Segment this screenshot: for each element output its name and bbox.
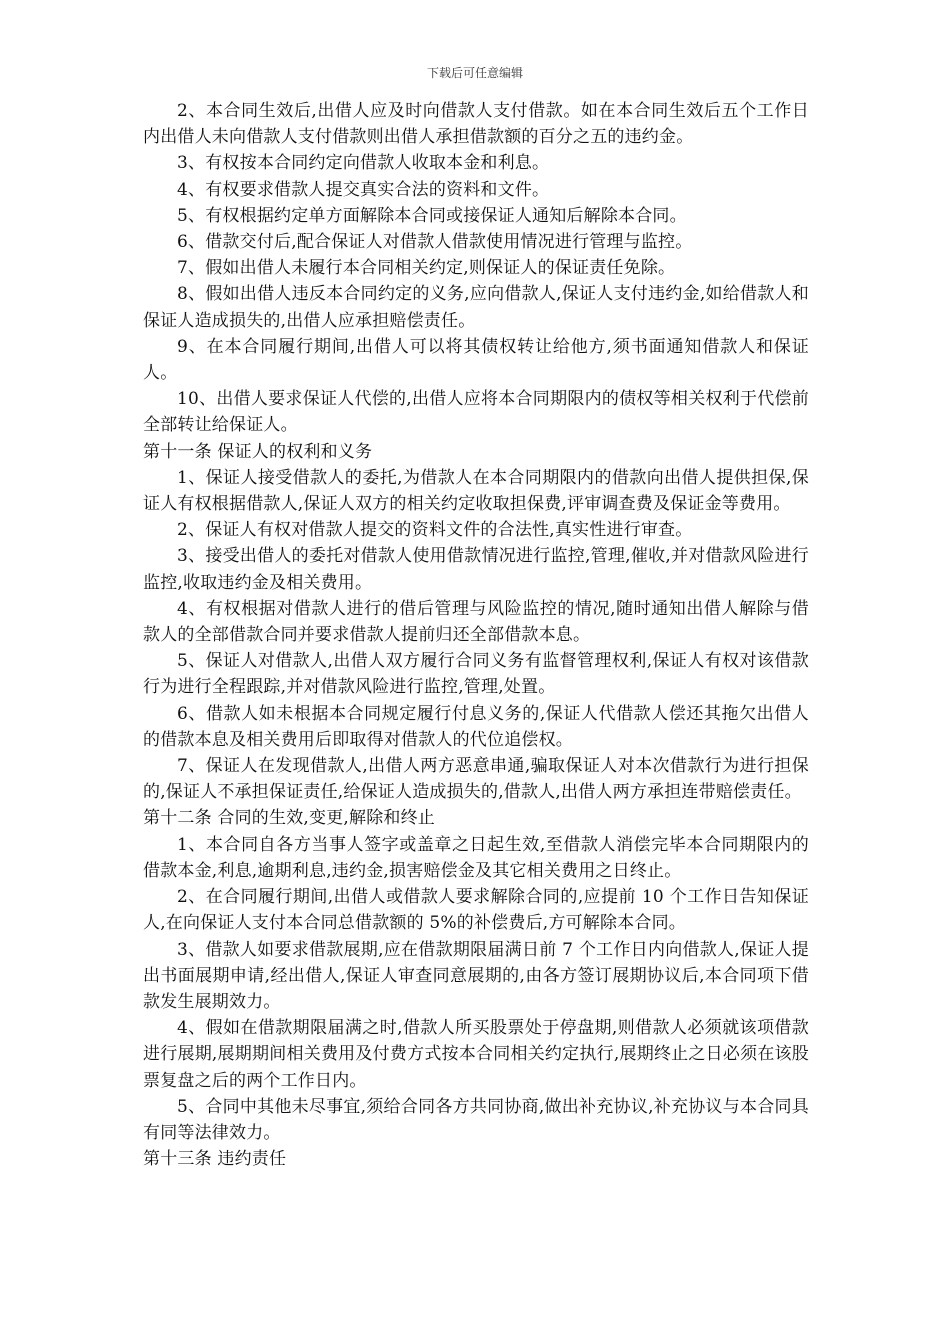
clause-item: 1、保证人接受借款人的委托,为借款人在本合同期限内的借款向出借人提供担保,保证人有权根据借款人,保证人双方的相关约定收取担保费,评审调查费及保证金等费用。 xyxy=(143,467,809,515)
section-heading: 第十三条 违约责任 xyxy=(143,1149,287,1170)
clause-item: 2、在合同履行期间,出借人或借款人要求解除合同的,应提前 10 个工作日告知保证人,在向保证人支付本合同总借款额的 5%的补偿费后,方可解除本合同。 xyxy=(143,887,809,934)
section-heading: 第十二条 合同的生效,变更,解除和终止 xyxy=(143,808,436,829)
clause-item: 4、假如在借款期限届满之时,借款人所买股票处于停盘期,则借款人必须就该项借款进行展期,展期期间相关费用及付费方式按本合同相关约定执行,展期终止之日必须在该股票复盘之后的两个工作日内。 xyxy=(143,1018,809,1091)
clause-item: 5、合同中其他未尽事宜,须给合同各方共同协商,做出补充协议,补充协议与本合同具有同等法律效力。 xyxy=(143,1096,809,1143)
clause-item: 5、有权根据约定单方面解除本合同或接保证人通知后解除本合同。 xyxy=(177,205,687,226)
clause-item: 4、有权要求借款人提交真实合法的资料和文件。 xyxy=(177,179,550,200)
clause-item: 3、有权按本合同约定向借款人收取本金和利息。 xyxy=(177,153,550,174)
clause-item: 10、出借人要求保证人代偿的,出借人应将本合同期限内的债权等相关权利于代偿前全部转让给保证人。 xyxy=(143,389,809,436)
clause-item: 7、保证人在发现借款人,出借人两方恶意串通,骗取保证人对本次借款行为进行担保的,保证人不承担保证责任,给保证人造成损失的,借款人,出借人两方承担连带赔偿责任。 xyxy=(143,756,809,803)
clause-item: 3、接受出借人的委托对借款人使用借款情况进行监控,管理,催收,并对借款风险进行监控,收取违约金及相关费用。 xyxy=(143,546,809,593)
clause-item: 6、借款人如未根据本合同规定履行付息义务的,保证人代借款人偿还其拖欠出借人的借款本息及相关费用后即取得对借款人的代位追偿权。 xyxy=(143,703,809,750)
clause-item: 9、在本合同履行期间,出借人可以将其债权转让给他方,须书面通知借款人和保证人。 xyxy=(143,336,809,384)
clause-item: 7、假如出借人未履行本合同相关约定,则保证人的保证责任免除。 xyxy=(177,258,676,279)
clause-item: 1、本合同自各方当事人签字或盖章之日起生效,至借款人消偿完毕本合同期限内的借款本金,利息,逾期利息,违约金,损害赔偿金及其它相关费用之日终止。 xyxy=(143,834,809,881)
clause-item: 4、有权根据对借款人进行的借后管理与风险监控的情况,随时通知出借人解除与借款人的全部借款合同并要求借款人提前归还全部借款本息。 xyxy=(143,598,809,646)
clause-item: 2、保证人有权对借款人提交的资料文件的合法性,真实性进行审查。 xyxy=(177,520,693,541)
clause-item: 2、本合同生效后,出借人应及时向借款人支付借款。如在本合同生效后五个工作日内出借人未向借款人支付借款则出借人承担借款额的百分之五的违约金。 xyxy=(143,101,809,148)
clause-item: 5、保证人对借款人,出借人双方履行合同义务有监督管理权利,保证人有权对该借款行为进行全程跟踪,并对借款风险进行监控,管理,处置。 xyxy=(143,651,809,698)
document-body xyxy=(143,98,809,1172)
clause-item: 8、假如出借人违反本合同约定的义务,应向借款人,保证人支付违约金,如给借款人和保证人造成损失的,出借人应承担赔偿责任。 xyxy=(143,284,809,331)
clause-item: 3、借款人如要求借款展期,应在借款期限届满日前 7 个工作日内向借款人,保证人提出书面展期申请,经出借人,保证人审查同意展期的,由各方签订展期协议后,本合同项下借款发生展期效力。 xyxy=(143,939,809,1012)
section-heading: 第十一条 保证人的权利和义务 xyxy=(143,441,373,462)
clause-item: 6、借款交付后,配合保证人对借款人借款使用情况进行管理与监控。 xyxy=(177,232,693,253)
page-header: 下载后可任意编辑 xyxy=(426,66,523,80)
